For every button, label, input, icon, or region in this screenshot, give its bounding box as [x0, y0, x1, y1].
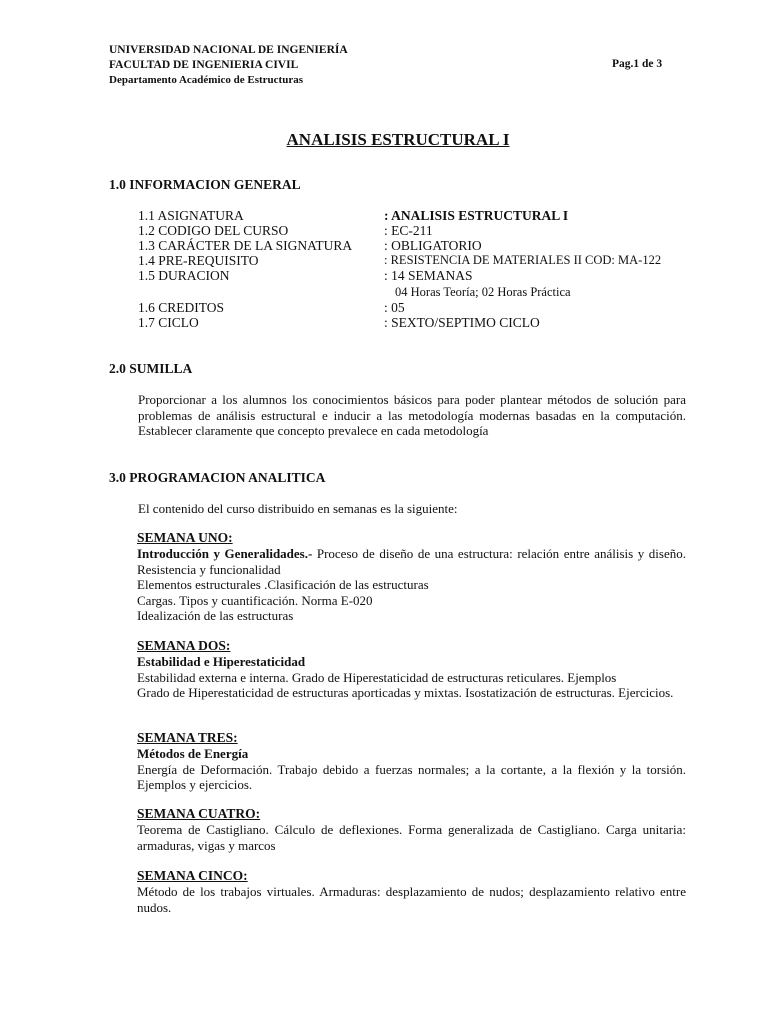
department-name: Departamento Académico de Estructuras — [109, 74, 303, 86]
week-title: SEMANA DOS: — [137, 638, 231, 653]
sumilla-text: Proporcionar a los alumnos los conocimientos básicos para poder plantear métodos de solución para problemas de análisis estructural e inducir a las metodología modernas basadas en la computación. Establecer claramente que concepto prevalece en cada metodología — [138, 392, 686, 438]
week-title: SEMANA TRES: — [137, 730, 238, 745]
info-value: : ANALISIS ESTRUCTURAL I — [384, 208, 569, 223]
week-body — [137, 884, 686, 915]
week-line: Método de los trabajos virtuales. Armaduras: desplazamiento de nudos; desplazamiento relativo entre nudos. — [137, 884, 686, 915]
week-line: Energía de Deformación. Trabajo debido a fuerzas normales; a la cortante, a la flexión y la torsión. Ejemplos y ejercicios. — [137, 761, 686, 792]
programacion-intro: El contenido del curso distribuido en semanas es la siguiente: — [138, 501, 458, 516]
info-value: : 05 — [384, 300, 405, 315]
info-label: 1.5 DURACION — [138, 268, 230, 283]
week-subtitle: Métodos de Energía — [137, 746, 249, 761]
week-line: Cargas. Tipos y cuantificación. Norma E-020 — [137, 592, 373, 608]
info-label: 1.4 PRE-REQUISITO — [138, 253, 259, 268]
info-label: 1.3 CARÁCTER DE LA SIGNATURA — [138, 238, 353, 253]
section-heading-sumilla: 2.0 SUMILLA — [109, 361, 193, 376]
week-subtitle: Introducción y Generalidades.- — [137, 546, 313, 561]
week-body — [137, 746, 686, 793]
week-body — [137, 654, 686, 701]
info-value: : OBLIGATORIO — [384, 238, 482, 253]
info-value: : RESISTENCIA DE MATERIALES II COD: MA-122 — [384, 253, 662, 267]
page-number: Pag.1 de 3 — [612, 58, 663, 70]
week-line: Estabilidad externa e interna. Grado de Hiperestaticidad de estructuras reticulares. Ejemplos — [137, 669, 617, 685]
week-title: SEMANA CUATRO: — [137, 806, 261, 821]
info-label: 1.6 CREDITOS — [138, 300, 225, 315]
document-title: ANALISIS ESTRUCTURAL I — [286, 130, 510, 149]
week-body — [137, 822, 686, 853]
info-label: 1.1 ASIGNATURA — [138, 208, 244, 223]
info-value: : 14 SEMANAS — [384, 268, 473, 283]
week-line: Idealización de las estructuras — [137, 608, 294, 623]
info-value: : EC-211 — [384, 223, 433, 238]
info-value: : SEXTO/SEPTIMO CICLO — [384, 315, 540, 330]
info-label: 1.2 CODIGO DEL CURSO — [138, 223, 289, 238]
week-title: SEMANA UNO: — [137, 530, 233, 545]
info-value: 04 Horas Teoría; 02 Horas Práctica — [395, 285, 571, 299]
section-heading-general-info: 1.0 INFORMACION GENERAL — [109, 177, 301, 192]
week-lead-text: Proceso de diseño de una estructura: relación entre análisis y diseño. Resistencia y funcionalidad — [137, 546, 686, 577]
section-heading-programacion: 3.0 PROGRAMACION ANALITICA — [109, 470, 326, 485]
week-title: SEMANA CINCO: — [137, 868, 248, 883]
university-name: UNIVERSIDAD NACIONAL DE INGENIERÍA — [109, 44, 348, 56]
week-body — [137, 546, 686, 624]
week-subtitle: Estabilidad e Hiperestaticidad — [137, 654, 306, 669]
week-line: Teorema de Castigliano. Cálculo de deflexiones. Forma generalizada de Castigliano. Carga unitaria: armaduras, vigas y marcos — [137, 822, 686, 853]
faculty-name: FACULTAD DE INGENIERIA CIVIL — [109, 59, 299, 71]
week-line: Grado de Hiperestaticidad de estructuras aporticadas y mixtas. Isostatización de estructuras. Ejercicios. — [137, 685, 674, 700]
info-label: 1.7 CICLO — [138, 315, 199, 330]
week-line: Elementos estructurales .Clasificación de las estructuras — [137, 577, 429, 592]
